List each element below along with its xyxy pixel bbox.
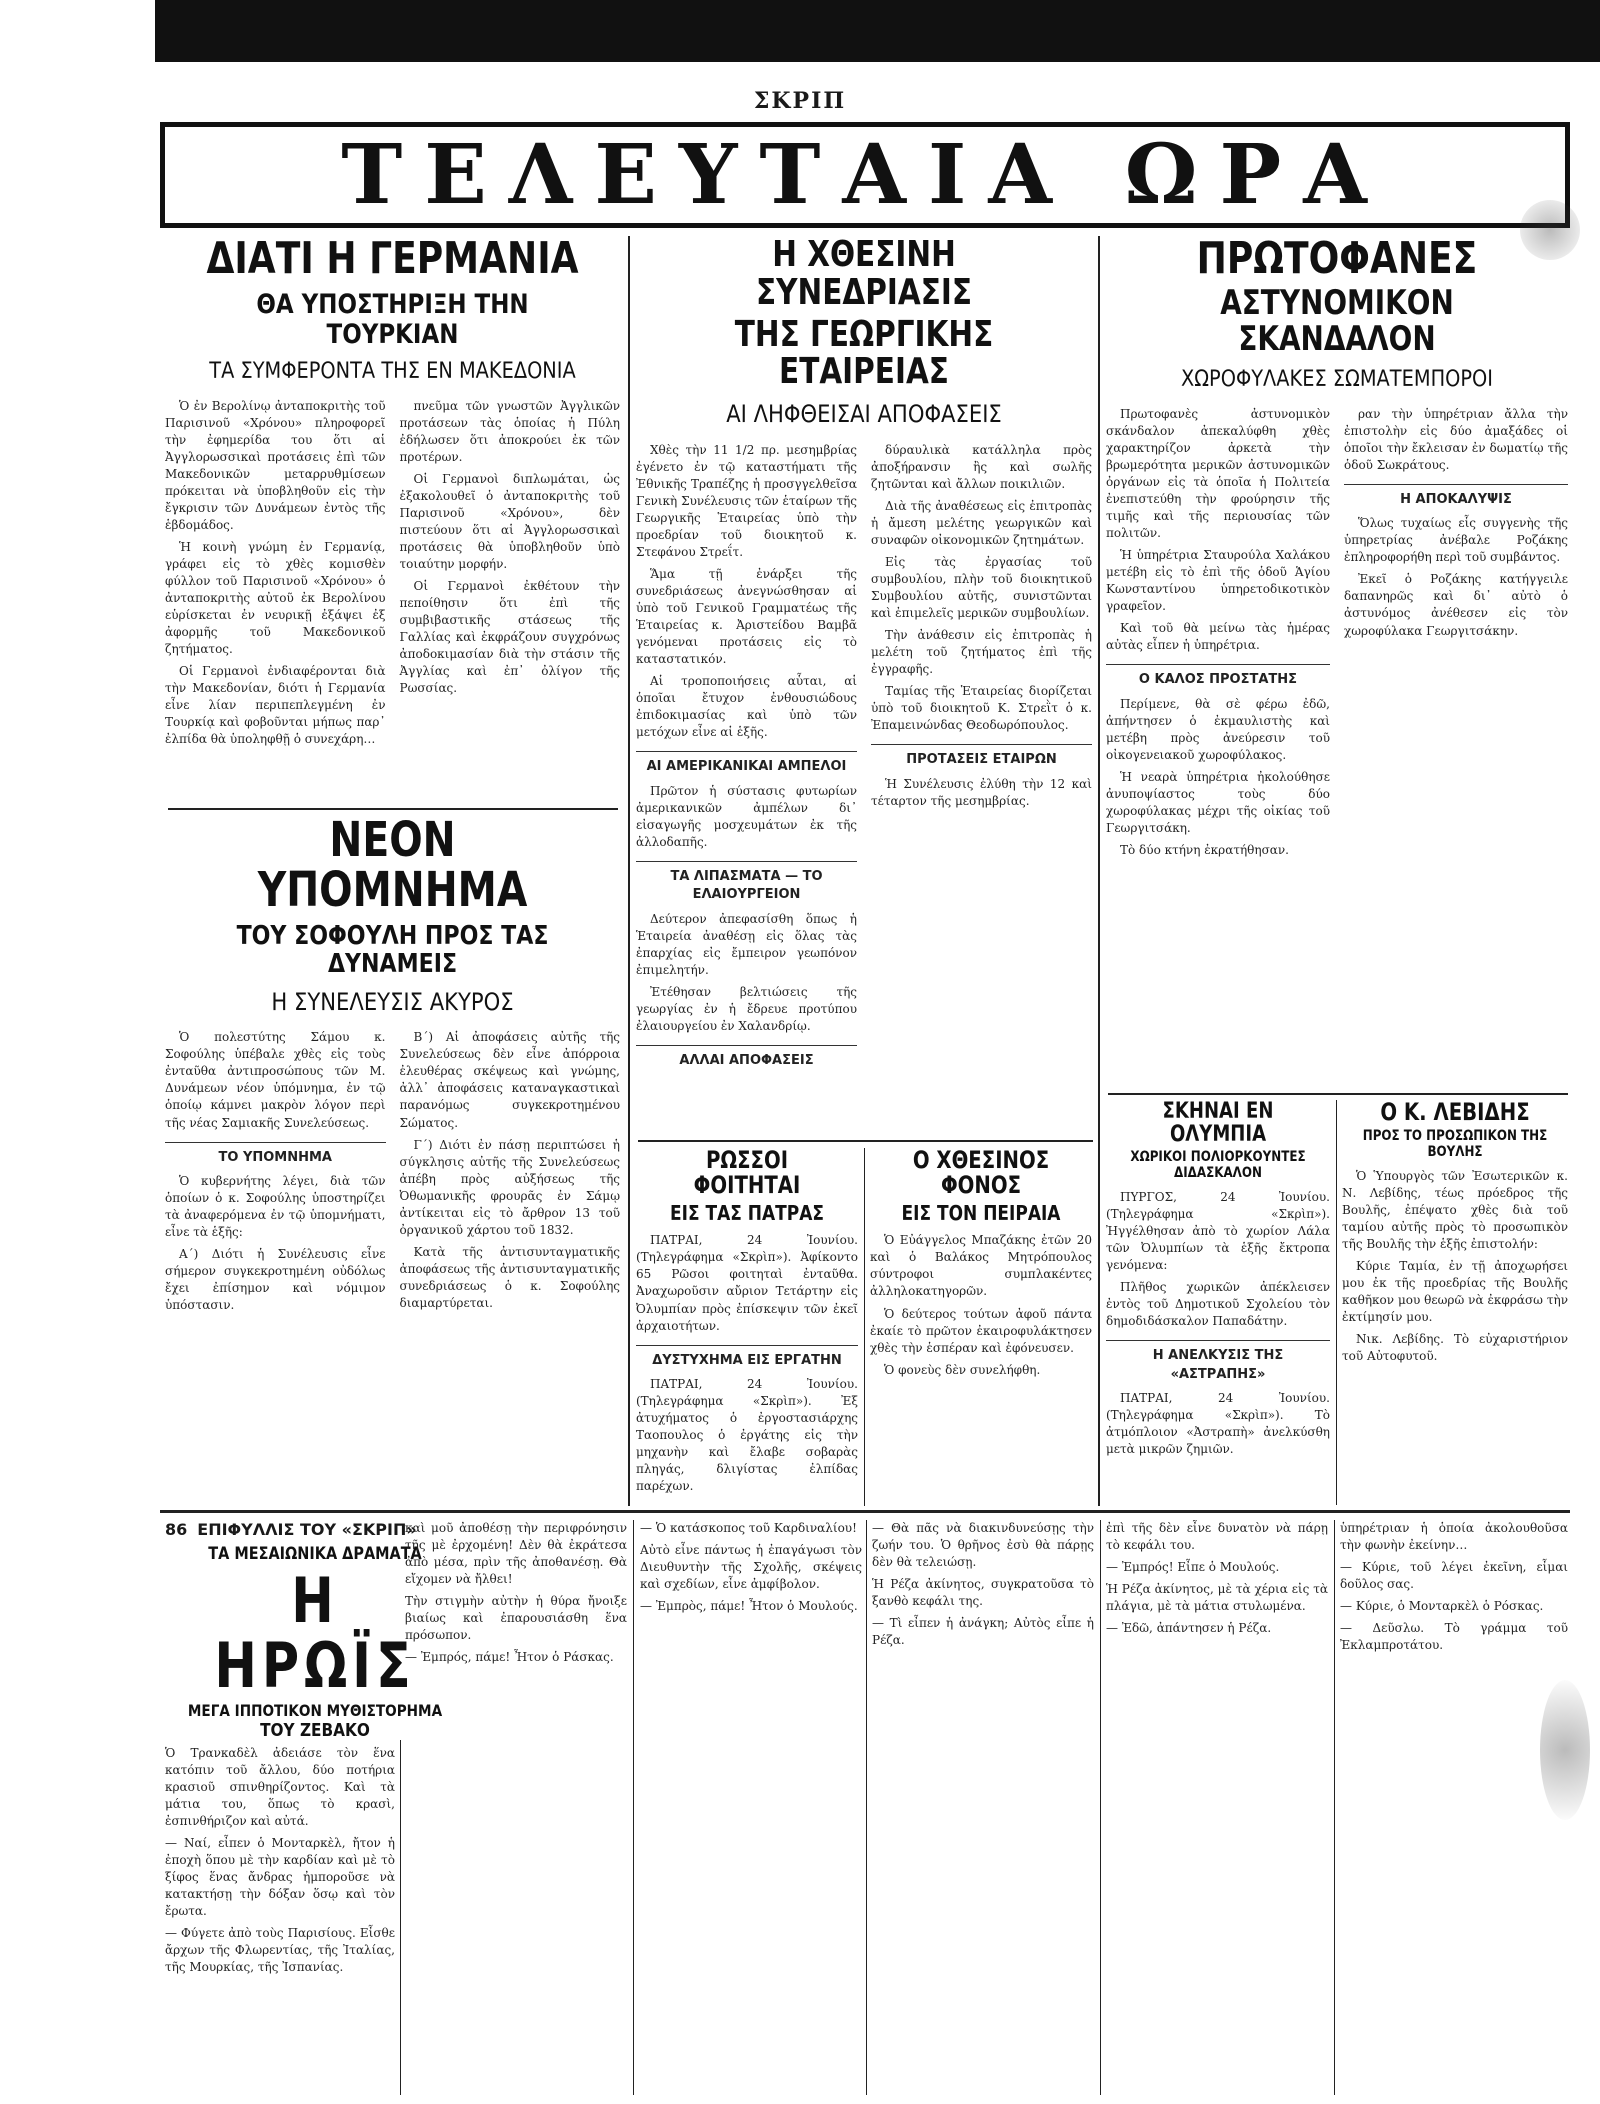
article-divider [1108, 1093, 1568, 1095]
article-agricultural-society [636, 236, 1092, 1136]
paragraph: — Ἐμπρός! Εἶπε ὁ Μουλούς. [1106, 1560, 1280, 1575]
paragraph: Ὁ Εὐάγγελος Μπαζάκης ἐτῶν 20 καὶ ὁ Βαλάκος Μητρόπουλος σύντροφοι συμπλακέντες ἀλληλοκατηγορῶν. [870, 1233, 1092, 1299]
paragraph: Εἰς τὰς ἐργασίας τοῦ συμβουλίου, πλὴν τοῦ διοικητικοῦ Συμβουλίου αὐτῆς, συνιστῶνται καὶ ἐπιμελεῖς μερικῶν συμβουλίων. [871, 554, 1092, 620]
paragraph: Ἡ νεαρὰ ὑπηρέτρια ἠκολούθησε ἀνυποψίαστος τοὺς δύο χωροφύλακας μέχρι τῆς οἰκίας τοῦ Γεωργιτσάκη. [1106, 769, 1330, 835]
paragraph: — Ἐμπρός, πάμε! Ἦτον ὁ Ράσκας. [405, 1650, 614, 1665]
subheadline: ΤΟΥ ΣΟΦΟΥΛΗ ΠΡΟΣ ΤΑΣ ΔΥΝΑΜΕΙΣ [236, 920, 549, 980]
paper-name: ΣΚΡΙΠ [753, 88, 847, 114]
paragraph: Β´) Αἱ ἀποφάσεις αὐτῆς τῆς Συνελεύσεως δὲν εἶνε ἀπόρροια ἐλευθέρας σκέψεως καὶ γνώμης, ἀλλ᾽ ἀποφάσεις καταναγκαστικαὶ παρανόμως συγκεκροτημένου Σώματος. [399, 1030, 620, 1130]
article-body [636, 1232, 858, 1495]
paragraph: καὶ μοῦ ἀποθέσῃ τὴν περιφρόνησιν τῆς μὲ ἐρχομένη! Δὲν θὰ ἐκράτεσα ἀπὸ μέσα, πρὶν τῆς ἀποθανέσῃ. Θὰ εἴχομεν νὰ ἤλθει! [405, 1521, 627, 1587]
article-body [870, 1232, 1092, 1378]
kicker: ΤΑ ΣΥΜΦΕΡΟΝΤΑ ΤΗΣ ΕΝ ΜΑΚΕΔΟΝΙΑ [209, 358, 576, 384]
scan-smudge [1520, 200, 1580, 260]
column-rule [1334, 1520, 1335, 2095]
paragraph: — Κύριε, τοῦ λέγει ἐκεῖνη, εἶμαι δοῦλος σας. [1340, 1560, 1568, 1592]
subheadline: ΧΩΡΙΚΟΙ ΠΟΛΙΟΡΚΟΥΝΤΕΣ ΔΙΔΑΣΚΑΛΟΝ [1130, 1149, 1306, 1181]
paragraph: Ἐτέθησαν βελτιώσεις τῆς γεωργίας ἐν ἡ ἔδρευε προτύπου ἐλαιουργείου ἐν Χαλανδρίῳ. [636, 984, 857, 1033]
paragraph: Τὸ δύο κτήνη ἐκρατήθησαν. [1120, 842, 1289, 857]
paragraph: Οἱ Γερμανοὶ διπλωμάται, ὡς ἐξακολουθεῖ ὁ ἀνταποκριτὴς τοῦ Παρισινοῦ «Χρόνου», δὲν πιστεύουν ὅτι αἱ Ἀγγλορωσσικαὶ προτάσεις θὰ ὑποβληθοῦν ὑπὸ τοιαύτην μορφήν. [399, 471, 620, 572]
paragraph: Ὁ Τρανκαδὲλ ἀδειάσε τὸν ἕνα κατόπιν τοῦ ἄλλου, δύο ποτήρια κρασιοῦ σπινθηρίζοντος. Καὶ τὰ μάτια του, ὅπως τὸ κρασὶ, ἐσπινθήριζον καὶ αὐτά. [165, 1746, 395, 1829]
article-russian-students [636, 1148, 858, 1508]
paragraph: Νικ. Λεβίδης. Τὸ εὐχαριστήριον τοῦ Αὐτοφυτοῦ. [1342, 1332, 1568, 1364]
column-rule [1098, 236, 1100, 1506]
paragraph: — Ἐμπρὸς, πάμε! Ἦτον ὁ Μουλούς. [640, 1599, 858, 1614]
column-rule [866, 1520, 867, 2095]
paragraph: Ὁ φονεὺς δὲν συνελήφθη. [884, 1362, 1041, 1377]
paragraph: Δεύτερον ἀπεφασίσθη ὅπως ἡ Ἑταιρεία ἀναθέσῃ εἰς ὅλας τὰς ἐπαρχίας εἰς ἔμπειρον γεωπόνον ἐπιμελητήν. [636, 911, 857, 977]
section-heading: ΑΛΛΑΙ ΑΠΟΦΑΣΕΙΣ [636, 1045, 857, 1070]
feuilleton-column [1106, 1520, 1328, 2095]
kicker: ΧΩΡΟΦΥΛΑΚΕΣ ΣΩΜΑΤΕΜΠΟΡΟΙ [1180, 366, 1493, 392]
article-piraeus-murder [870, 1148, 1092, 1508]
paragraph: — Τὶ εἶπεν ἡ ἀνάγκη; Αὐτὸς εἶπε ἡ Ρέζα. [872, 1616, 1094, 1648]
paragraph: — Κύριε, ὁ Μονταρκὲλ ὁ Ρόσκας. [1340, 1599, 1544, 1614]
paragraph: Α´) Διότι ἡ Συνέλευσις εἶνε σήμερον συγκεκροτημένη οὐδόλως ἔχει ἐπίσημον καὶ νόμιμον ὑπόστασιν. [165, 1247, 386, 1313]
paragraph: ἐπὶ τῆς δὲν εἶνε δυνατὸν νὰ πάρῃ τὸ κεφάλι του. [1106, 1521, 1328, 1553]
headline: ΠΡΩΤΟΦΑΝΕΣ [1196, 236, 1478, 284]
paragraph: Περίμενε, θὰ σὲ φέρω ἐδῶ, ἀπήντησεν ὁ ἐκμαυλιστὴς καὶ μετέβη πρὸς ἀνεύρεσιν τοῦ οἰκογενειακοῦ χωροφύλακος. [1106, 696, 1330, 762]
headline: Η ΧΘΕΣΙΝΗ ΣΥΝΕΔΡΙΑΣΙΣ [755, 236, 973, 313]
paragraph: Πρῶτον ἡ σύστασις φυτωρίων ἀμερικανικῶν ἀμπέλων δι᾽ εἰσαγωγῆς μοσχευμάτων ἐκ τῆς ἀλλοδαπῆς. [636, 783, 857, 849]
section-heading: ΑΙ ΑΜΕΡΙΚΑΝΙΚΑΙ ΑΜΠΕΛΟΙ [636, 751, 857, 776]
paragraph: — Θὰ πᾶς νὰ διακινδυνεύσῃς τὴν ζωήν του. Ὁ θρῆνος ἐσὺ θὰ πάρῃς δὲν θὰ τελειώσῃ. [872, 1521, 1094, 1570]
paragraph: Διὰ τῆς ἀναθέσεως εἰς ἐπιτροπὰς ἡ ἄμεση μελέτης γεωργικῶν καὶ συναφῶν οἰκονομικῶν ζητημάτων. [871, 498, 1092, 547]
scan-smudge [1540, 1680, 1590, 1820]
paragraph: ραν τὴν ὑπηρέτριαν ἄλλα τὴν ἐπιστολὴν εἰς δύο ἀμαξάδες οἱ ὁποῖοι τὴν ἔκλεισαν ἐν δωματίῳ τῆς ὁδοῦ Σωκράτους. [1344, 406, 1568, 472]
headline: Ο ΧΘΕΣΙΝΟΣ ΦΟΝΟΣ [912, 1148, 1050, 1200]
headline: Ο Κ. ΛΕΒΙΔΗΣ [1380, 1100, 1530, 1126]
column-rule [864, 1148, 865, 1506]
paragraph: — Δεῦσλω. Τὸ γράμμα τοῦ Ἐκλαμπροτάτου. [1340, 1621, 1568, 1653]
article-body [1106, 406, 1568, 864]
paragraph: Ὅλως τυχαίως εἷς συγγενὴς τῆς ὑπηρετρίας ἀνέβαλε Ροζάκης ἐπληροφορήθη περὶ τοῦ συμβάντος. [1344, 516, 1568, 565]
column-rule [1100, 1520, 1101, 2095]
paragraph: Ὁ πολεστύτης Σάμου κ. Σοφούλης ὑπέβαλε χθὲς εἰς τοὺς ἐνταῦθα ἀντιπροσώπους τῶν Μ. Δυνάμεων νέον ὑπόμνημα, ἐν τῷ ὁποίῳ κάμνει μακρὸν λόγον περὶ τῆς νέας Σαμιακῆς Συνελεύσεως. [165, 1030, 386, 1130]
feuilleton-rule [160, 1510, 1570, 1513]
article-body [636, 442, 1092, 1077]
feuilleton-label: ΕΠΙΦΥΛΛΙΣ ΤΟΥ «ΣΚΡΙΠ» [197, 1520, 417, 1539]
paragraph: — Ἐδῶ, ἀπάντησεν ἡ Ρέζα. [1106, 1621, 1272, 1636]
paragraph: Αἱ τροποποιήσεις αὗται, αἱ ὁποῖαι ἔτυχον ἐνθουσιώδους ἐπιδοκιμασίας καὶ ὑπὸ τῶν μετόχων εἶνε αἱ ἑξῆς. [636, 673, 857, 740]
paragraph: Ὁ δεύτερος τούτων ἀφοῦ πάντα ἐκαίε τὸ πρῶτον ἐκαιροφυλάκτησεν χθὲς τὴν ἑσπέραν καὶ ἐφόνευσεν. [870, 1306, 1092, 1355]
paragraph: Αὐτὸ εἶνε πάντως ἡ ἐπαγάγωσι τὸν Διευθυντὴν τῆς Σχολῆς, σκέψεις καὶ σχεδίων, εἶνε ἀμφίβολον. [640, 1543, 862, 1592]
kicker: Η ΣΥΝΕΛΕΥΣΙΣ ΑΚΥΡΟΣ [271, 987, 514, 1016]
paragraph: Πρωτοφανὲς ἀστυνομικὸν σκάνδαλον ἀπεκαλύφθη χθὲς χαρακτηρίζον ἀρκετὰ τὴν βρωμερότητα μερικῶν ἀστυνομικῶν ὀργάνων εἰς τὰ ὁποῖα ἡ Πολιτεία ἐνεπιστεύθη τὴν φρούρησιν τῆς τιμῆς καὶ τῆς περιουσίας τῶν πολιτῶν. [1106, 406, 1330, 540]
article-divider [168, 808, 618, 810]
column-rule [400, 1740, 401, 2095]
subheadline: ΘΑ ΥΠΟΣΤΗΡΙΞΗ ΤΗΝ ΤΟΥΡΚΙΑΝ [256, 289, 529, 350]
paragraph: ΠΥΡΓΟΣ, 24 Ἰουνίου. (Τηλεγράφημα «Σκρὶπ»). Ἠγγέλθησαν ἀπὸ τὸ χωρίον Λάλα τῶν Ὀλυμπίων τὰ ἑξῆς ἔκτροπα γενόμενα: [1106, 1189, 1330, 1273]
feuilleton-author: ΤΟΥ ΖΕΒΑΚΟ [260, 1720, 370, 1740]
feuilleton-column [872, 1520, 1094, 2095]
paragraph: Χθὲς τὴν 11 1/2 πρ. μεσημβρίας ἐγένετο ἐν τῷ καταστήματι τῆς Ἐθνικῆς Τραπέζης ἡ προσγγελθεῖσα Γενικὴ Συνέλευσις τῶν ἑταίρων τῆς Γεωργικῆς Ἑταιρείας ὑπὸ τὴν προεδρίαν τοῦ διοικητοῦ κ. Στεφάνου Στρεΐτ. [636, 442, 857, 559]
article-olympia [1106, 1100, 1330, 1505]
paragraph: Ἅμα τῇ ἐνάρξει τῆς συνεδριάσεως ἀνεγνώσθησαν αἱ ὑπὸ τοῦ Γενικοῦ Γραμματέως τῆς Ἑταιρείας κ. Ἀριστείδου Βαμβᾶ γενόμεναι προτάσεις εἰς τὸ καταστατικόν. [636, 566, 857, 666]
headline: ΡΩΣΣΟΙ ΦΟΙΤΗΤΑΙ [693, 1148, 801, 1200]
paragraph: — Ὁ κατάσκοπος τοῦ Καρδιναλίου! [640, 1521, 857, 1535]
article-divider [638, 1140, 1093, 1142]
column-rule [1336, 1100, 1337, 1505]
paragraph: Ἡ Ρέζα ἀκίνητος, μὲ τὰ χέρια εἰς τὰ πλάγια, μὲ τὰ μάτια στυλωμένα. [1106, 1582, 1328, 1614]
article-body [165, 398, 620, 754]
feuilleton-title: Η ΗΡΩΪΣ [214, 1563, 416, 1702]
paragraph: Ἡ ὑπηρέτρια Σταυρούλα Χαλάκου μετέβη εἰς τὸ ἐπὶ τῆς ὁδοῦ Ἁγίου Κωνσταντίνου ὑπηρετοδικοτικὸν γραφεῖον. [1106, 548, 1330, 614]
feuilleton-subtitle: ΜΕΓΑ ΙΠΠΟΤΙΚΟΝ ΜΥΘΙΣΤΟΡΗΜΑ [187, 1700, 443, 1720]
paragraph: — Ναί, εἶπεν ὁ Μονταρκὲλ, ἤτον ἡ ἐποχὴ ὅπου μὲ τὴν καρδίαν καὶ μὲ τὸ ξίφος ἕνας ἄνδρας ἠμποροῦσε νὰ κατακτήσῃ τὴν δόξαν ὅσῳ καὶ τὸν ἔρωτα. [165, 1836, 395, 1919]
section-heading: ΤΟ ΥΠΟΜΝΗΜΑ [165, 1142, 386, 1167]
paragraph: ΠΑΤΡΑΙ, 24 Ἰουνίου. (Τηλεγράφημα «Σκρὶπ»). Τὸ ἀτμόπλοιον «Ἀστραπὴ» ἀνελκύσθη μετὰ μικρῶν ζημιῶν. [1106, 1391, 1330, 1457]
section-heading: ΔΥΣΤΥΧΗΜΑ ΕΙΣ ΕΡΓΑΤΗΝ [636, 1345, 858, 1370]
subheadline: ΕΙΣ ΤΟΝ ΠΕΙΡΑΙΑ [901, 1201, 1061, 1226]
paragraph: Κύριε Ταμία, ἐν τῇ ἀποχωρήσει μου ἐκ τῆς προεδρίας τῆς Βουλῆς καθῆκον μου θεωρῶ νὰ ἐκφράσω τὴν ἐκτίμησίν μου. [1342, 1259, 1568, 1325]
paragraph: Ἡ κοινὴ γνώμη ἐν Γερμανίᾳ, γράφει εἰς τὸ χθὲς κομισθὲν φύλλον τοῦ Παρισινοῦ «Χρόνου» ὁ ἀνταποκριτὴς αὐτοῦ ἐκ Βερολίνου εὑρίσκεται ἐν νευρικῇ ἐξάψει ἐξ ἀφορμῆς τοῦ Μακεδονικοῦ ζητήματος. [165, 540, 386, 657]
paragraph: Τὴν ἀνάθεσιν εἰς ἐπιτροπὰς ἡ μελέτη τοῦ ζητήματος ἐπὶ τῆς ἐγγραφῆς. [871, 627, 1092, 676]
section-heading: ΠΡΟΤΑΣΕΙΣ ΕΤΑΙΡΩΝ [871, 744, 1092, 769]
paragraph: — Φύγετε ἀπὸ τοὺς Παρισίους. Εἶσθε ἄρχων τῆς Φλωρεντίας, τῆς Ἰταλίας, τῆς Μουρκίας, τῆς Ἰσπανίας. [165, 1926, 395, 1975]
section-heading: Η ΑΝΕΛΚΥΣΙΣ ΤΗΣ «ΑΣΤΡΑΠΗΣ» [1106, 1340, 1330, 1384]
column-rule [633, 1520, 634, 2095]
article-memorandum [165, 815, 620, 1505]
paragraph: ΠΑΤΡΑΙ, 24 Ἰουνίου. (Τηλεγράφημα «Σκρὶπ»). Ἐξ ἀτυχήματος ὁ ἐργοστασιάρχης Ταοπουλος ὁ ἐργάτης εἰς τὴν μηχανὴν καὶ ἔλαβε σοβαρὰς πληγάς, δλιγίστας ἐλπίδας παρέχων. [636, 1377, 858, 1494]
paragraph: Οἱ Γερμανοὶ ἐκθέτουν τὴν πεποίθησιν ὅτι ἐπὶ τῆς συμβιβαστικῆς στάσεως τῆς Γαλλίας καὶ ἐκφράζουν συγχρόνως ἀποδοκιμασίαν διὰ τὴν στάσιν τῆς Ἀγγλίας καὶ ἐπ᾽ ὀλίγον τῆς Ρωσσίας. [399, 579, 620, 696]
article-levidis [1342, 1100, 1568, 1505]
paragraph: Ταμίας τῆς Ἑταιρείας διορίζεται ὑπὸ τοῦ διοικητοῦ Κ. Στρεῒτ ὁ κ. Ἐπαμεινώνδας Θεοδωρόπουλος. [871, 683, 1092, 733]
paragraph: δύραυλικὰ κατάλληλα πρὸς ἀποξήρανσιν ἢς καὶ σωλῆς ζητῶνται καὶ ἄλλων ποικιλιῶν. [871, 442, 1092, 491]
paragraph: ὑπηρέτριαν ἡ ὁποία ἀκολουθοῦσα τὴν φωνὴν ἐκείνην… [1340, 1521, 1568, 1553]
banner-title: ΤΕΛΕΥΤΑΙΑ ΩΡΑ [341, 127, 1389, 223]
section-heading: ΤΑ ΛΙΠΑΣΜΑΤΑ — ΤΟ ΕΛΑΙΟΥΡΓΕΙΟΝ [636, 861, 857, 905]
paragraph: Καὶ τοῦ θὰ μείνω τὰς ἡμέρας αὐτὰς εἶπεν ἡ ὑπηρέτρια. [1106, 621, 1330, 653]
article-body [1106, 1189, 1330, 1458]
section-heading: Ο ΚΑΛΟΣ ΠΡΟΣΤΑΤΗΣ [1106, 664, 1330, 689]
paragraph: Ὁ ἐν Βερολίνῳ ἀνταποκριτὴς τοῦ Παρισινοῦ «Χρόνου» πληροφορεῖ τὴν ἐφημερίδα του ὅτι αἱ Ἀγγλορωσσικαὶ προτάσεις ἐπὶ τῶν Μακεδονικῶν μεταρρυθμίσεων πρόκειται νὰ ὑποβληθοῦν εἰς τὴν ἔγκρισιν τῶν Δυνάμεων ἐντὸς τῆς ἑβδομάδος. [165, 398, 386, 532]
feuilleton-number: 86 [165, 1520, 188, 1539]
feuilleton-column [405, 1520, 627, 2095]
paragraph: Ἡ Ρέζα ἀκίνητος, συγκρατοῦσα τὸ ξανθὸ κεφάλι της. [872, 1577, 1094, 1609]
paragraph: Ὁ Ὑπουργὸς τῶν Ἐσωτερικῶν κ. Ν. Λεβίδης, τέως πρόεδρος τῆς Βουλῆς, ἐπέψατο χθὲς διὰ τοῦ ταμίου αὐτῆς πρὸς τὸ προσωπικὸν τῆς Βουλῆς τὴν ἑξῆς ἐπιστολήν: [1342, 1168, 1568, 1252]
article-body [1342, 1168, 1568, 1365]
subheadline: ΠΡΟΣ ΤΟ ΠΡΟΣΩΠΙΚΟΝ ΤΗΣ ΒΟΥΛΗΣ [1362, 1128, 1548, 1160]
paragraph: Ὁ κυβερνήτης λέγει, διὰ τῶν ὁποίων ὁ κ. Σοφούλης ὑποστηρίζει τὰ ἀναφερόμενα ἐν τῷ ὑπομνήματι, εἶνε τὰ ἑξῆς: [165, 1174, 386, 1240]
top-black-bar [155, 0, 1600, 62]
paragraph: πνεῦμα τῶν γνωστῶν Ἀγγλικῶν προτάσεων τὰς ὁποίας ἡ Πύλη ἐδήλωσεν ὅτι ἀποκρούει ἐκ τῶν προτέρων. [399, 398, 620, 464]
feuilleton-series: ΤΑ ΜΕΣΑΙΩΝΙΚΑ ΔΡΑΜΑΤΑ [208, 1544, 422, 1564]
paragraph: Πλῆθος χωρικῶν ἀπέκλεισεν ἐντὸς τοῦ Δημοτικοῦ Σχολείου τὸν δημοδιδάσκαλον Παπαδάτην. [1106, 1280, 1330, 1329]
subheadline: ΑΣΤΥΝΟΜΙΚΟΝ ΣΚΑΝΔΑΛΟΝ [1220, 283, 1454, 359]
headline: ΔΙΑΤΙ Η ΓΕΡΜΑΝΙΑ [206, 236, 579, 284]
kicker: ΑΙ ΛΗΦΘΕΙΣΑΙ ΑΠΟΦΑΣΕΙΣ [726, 400, 1002, 429]
section-banner [160, 122, 1570, 228]
paragraph: Ἡ Συνέλευσις ἐλύθη τὴν 12 καὶ τέταρτον τῆς μεσημβρίας. [871, 776, 1092, 808]
paragraph: Κατὰ τῆς ἀντισυνταγματικῆς ἀποφάσεως τῆς ἀντισυνταγματικῆς συνεδριάσεως ὁ κ. Σοφούλης διαμαρτύρεται. [399, 1244, 620, 1310]
paragraph: Γ´) Διότι ἐν πάσῃ περιπτώσει ἡ σύγκλησις αὐτῆς τῆς Συνελεύσεως ἀπέβη πρὸς αὐξήσεως τῆς Ὀθωμανικῆς φρουρᾶς ἐν Σάμῳ ἀντίκειται εἰς τὸ ἄρθρον 13 τοῦ ὀργανικοῦ χάρτου τοῦ 1832. [399, 1137, 620, 1237]
section-heading: Η ΑΠΟΚΑΛΥΨΙΣ [1344, 484, 1568, 509]
feuilleton-column [165, 1745, 395, 2095]
subheadline: ΕΙΣ ΤΑΣ ΠΑΤΡΑΣ [670, 1201, 824, 1226]
headline: ΣΚΗΝΑΙ ΕΝ ΟΛΥΜΠΙΑ [1162, 1100, 1274, 1148]
column-rule [628, 236, 630, 1506]
feuilleton-column [640, 1520, 862, 2095]
feuilleton-column [1340, 1520, 1568, 2095]
article-germany [165, 236, 620, 806]
paragraph: Τὴν στιγμὴν αὐτὴν ἡ θύρα ἤνοιξε βιαίως καὶ ἐπαρουσιάσθη ἕνα πρόσωπον. [405, 1594, 627, 1643]
paragraph: Οἱ Γερμανοὶ ἐνδιαφέρονται διὰ τὴν Μακεδονίαν, διότι ἡ Γερμανία εἶνε λίαν περιπεπλεγμένη ἐν Τουρκίᾳ καὶ φοβοῦνται μήπως παρ᾽ ἐλπίδα θὰ ὑποληφθῇ ὁ συνεχάρη… [165, 664, 386, 747]
paragraph: Ἐκεῖ ὁ Ροζάκης κατήγγειλε δαπανηρῶς καὶ δι᾽ αὐτὸ ὁ ἀστυνόμος ἀνέθεσεν εἰς τὸν χωροφύλακα Γεωργιτσάκην. [1344, 572, 1568, 638]
article-body [165, 1029, 620, 1319]
paragraph: ΠΑΤΡΑΙ, 24 Ἰουνίου. (Τηλεγράφημα «Σκρὶπ»). Ἀφίκοντο 65 Ρῶσοι φοιτηταὶ ἐνταῦθα. Ἀναχωροῦσιν αὔριον Τετάρτην εἰς Ὀλυμπίαν πρὸς ἐπίσκεψιν τῶν ἐκεῖ ἀρχαιοτήτων. [636, 1233, 858, 1333]
subheadline: ΤΗΣ ΓΕΩΡΓΙΚΗΣ ΕΤΑΙΡΕΙΑΣ [734, 313, 994, 393]
headline: ΝΕΟΝ ΥΠΟΜΝΗΜΑ [257, 815, 528, 919]
